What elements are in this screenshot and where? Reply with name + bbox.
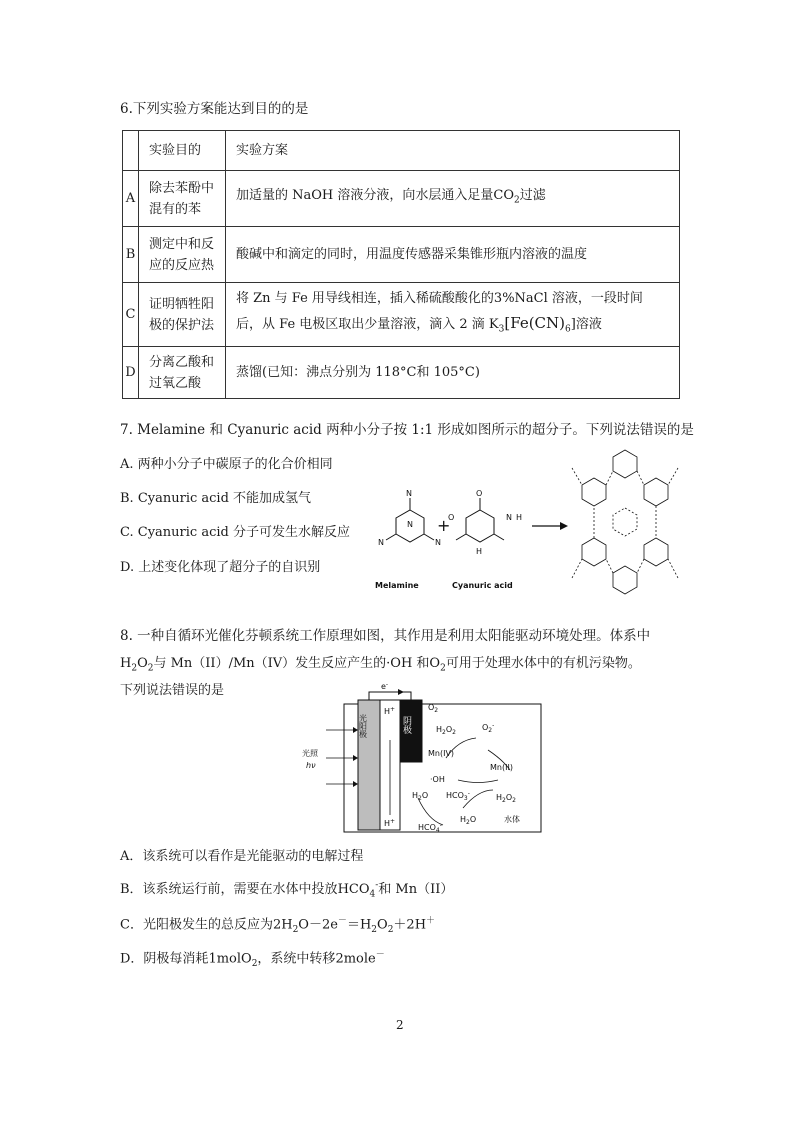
option-text: 和 Mn（II）	[378, 882, 454, 897]
option-formula: 1molO	[208, 951, 252, 967]
table-row	[123, 171, 680, 227]
formula-superscript: -	[375, 880, 379, 891]
h2o-label: $H_2O$	[412, 791, 429, 802]
option-formula: ＝H	[346, 917, 372, 933]
formula-subscript: 2	[371, 924, 378, 935]
q6-title: 6.下列实验方案能达到目的的是	[120, 101, 309, 117]
option-formula: HCO	[337, 882, 370, 897]
light-label: 光照	[302, 749, 318, 758]
supramolecule-ring	[572, 450, 678, 594]
arrow-head-icon	[353, 727, 358, 733]
q8-photocatalysis-diagram	[298, 680, 544, 838]
option-formula: 2H	[272, 917, 293, 933]
formula-superscript: －	[337, 916, 347, 926]
atom-n: N	[435, 538, 441, 547]
row-plan	[226, 347, 680, 399]
q7-option-a: A. 两种小分子中碳原子的化合价相同	[120, 457, 333, 472]
q7-title: 7. Melamine 和 Cyanuric acid 两种小分子按 1:1 形成如图所示的超分子。下列说法错误的是	[120, 422, 694, 438]
row-plan	[226, 171, 680, 227]
purpose-line: 证明牺牲阳	[149, 296, 215, 312]
header-purpose-cell: 实验目的	[139, 131, 226, 171]
option-text: B．该系统运行前，需要在水体中投放	[120, 882, 338, 897]
arrow-head-icon	[353, 781, 358, 787]
hco3-label: $HCO_3^-$	[446, 790, 470, 802]
atom-n: N	[406, 489, 412, 498]
superoxide-label: $O_2^-$	[482, 722, 495, 734]
q7-supramolecule-figure	[360, 438, 680, 613]
atom-n: N	[407, 520, 413, 529]
q7-option-c: C. Cyanuric acid 分子可发生水解反应	[120, 525, 350, 540]
row-purpose	[139, 283, 226, 347]
page-number: 2	[396, 1018, 404, 1032]
q7-option-b: B. Cyanuric acid 不能加成氢气	[120, 491, 312, 506]
q7-option-d: D. 上述变化体现了超分子的自识别	[120, 560, 321, 575]
table-header-row	[123, 131, 680, 171]
purpose-line: 极的保护法	[149, 317, 215, 333]
arrow-head-icon	[353, 755, 358, 761]
photoanode-label: 光阳极	[358, 714, 368, 738]
plan-subscript: 6	[565, 324, 571, 335]
table-row	[123, 283, 680, 347]
arrow-head-icon	[560, 522, 568, 530]
row-plan	[226, 227, 680, 283]
plan-text: 后，从 Fe 电极区取出少量溶液，滴入 2 滴 K	[236, 317, 499, 333]
plus-sign: +	[437, 516, 451, 535]
table-row	[123, 347, 680, 399]
h2o2-label: $H_2O_2$	[436, 725, 456, 736]
header-label-cell	[123, 131, 139, 171]
formula-subscript: 2	[292, 924, 299, 935]
water-body-label: 水体	[504, 815, 520, 824]
option-formula: 2mole	[335, 951, 376, 967]
cathode-label: 阴极	[401, 716, 411, 734]
q8-title-line2	[120, 652, 641, 674]
plan-line: 将 Zn 与 Fe 用导线相连，插入稀硫酸酸化的3%NaCl 溶液，一段时间	[236, 291, 643, 307]
row-purpose	[139, 347, 226, 399]
row-label: D	[123, 347, 139, 399]
electron-arrow-icon	[398, 689, 404, 695]
hco4-label: $HCO_4^-$	[418, 822, 442, 834]
option-formula: O－2e	[298, 917, 338, 933]
purpose-line: 除去苯酚中	[149, 180, 215, 196]
plan-text: 加适量的 NaOH 溶液分液，向水层通入足量CO	[236, 188, 514, 204]
cyanuric-acid-label: Cyanuric acid	[452, 581, 513, 590]
melamine-label: Melamine	[375, 581, 419, 590]
row-label: B	[123, 227, 139, 283]
electron-label: e-	[381, 681, 389, 691]
mn4-label: Mn(IV)	[428, 749, 455, 758]
formula-subscript: 2	[147, 663, 154, 674]
o2-label: $O_2$	[428, 703, 439, 714]
atom-o: O	[476, 489, 483, 498]
title-text: 与 Mn（II）/Mn（IV）发生反应产生的·OH 和O	[153, 656, 441, 671]
formula-subscript: 2	[131, 663, 138, 674]
hplus-bottom-label: H+	[384, 818, 396, 828]
plan-text: 过滤	[519, 188, 546, 204]
formula-subscript: 2	[387, 924, 394, 935]
option-text: ，系统中转移	[257, 951, 336, 967]
plan-text: 酸碱中和滴定的同时，用温度传感器采集锥形瓶内溶液的温度	[236, 247, 588, 262]
row-label: A	[123, 171, 139, 227]
table-row	[123, 227, 680, 283]
header-plan-cell: 实验方案	[226, 131, 680, 171]
mn2-label: Mn(II)	[490, 763, 513, 772]
row-purpose	[139, 227, 226, 283]
row-purpose	[139, 171, 226, 227]
plan-text: ]溶液	[570, 317, 602, 333]
formula-subscript: 2	[440, 663, 446, 674]
q8-title-line3: 下列说法错误的是	[120, 683, 225, 698]
option-text: D．阴极每消耗	[120, 951, 209, 967]
option-text: C．光阳极发生的总反应为	[120, 917, 273, 933]
purpose-line: 分离乙酸和	[149, 354, 215, 370]
formula-text: O	[137, 656, 148, 671]
row-plan	[226, 283, 680, 347]
atom-o: O	[448, 513, 455, 522]
external-wire	[369, 692, 411, 700]
row-label: C	[123, 283, 139, 347]
q8-title-line1: 8. 一种自循环光催化芬顿系统工作原理如图，其作用是利用太阳能驱动环境处理。体系中	[120, 628, 651, 644]
q8-option-a: A．该系统可以看作是光能驱动的电解过程	[120, 849, 364, 864]
q6-experiment-table	[122, 130, 680, 399]
cyanuric-acid-structure	[456, 498, 504, 542]
atom-n: N	[378, 538, 384, 547]
q8-option-b	[120, 878, 453, 900]
q8-option-c	[120, 913, 435, 935]
purpose-line: 应的反应热	[149, 257, 215, 273]
atom-h: H	[476, 547, 483, 556]
plan-subscript: 3	[498, 324, 505, 335]
atom-n: N	[506, 513, 512, 522]
hplus-top-label: H+	[384, 706, 396, 716]
plan-subscript: 2	[514, 195, 520, 206]
title-text: 可用于处理水体中的有机污染物。	[445, 656, 641, 671]
formula-subscript: 4	[369, 889, 376, 900]
formula-subscript: 2	[251, 958, 258, 969]
h2o-label-lower: $H_2O$	[460, 815, 477, 826]
cycle-arrow	[458, 780, 498, 783]
option-formula: ＋2H	[393, 917, 427, 933]
formula-superscript: ＋	[426, 916, 436, 926]
plan-line	[236, 313, 669, 341]
hydroxyl-radical-label: ·OH	[430, 775, 445, 784]
h2o2-label-lower: $H_2O_2$	[496, 793, 516, 804]
hv-label: hν	[306, 761, 316, 770]
formula-superscript: －	[375, 950, 385, 960]
purpose-line: 混有的苯	[149, 201, 202, 217]
plan-text: 蒸馏(已知：沸点分别为 118°C和 105°C)	[236, 365, 480, 380]
plan-formula: [Fe(CN)	[504, 314, 566, 333]
atom-h: H	[516, 513, 523, 522]
cycle-arrow	[418, 798, 443, 825]
option-formula: O	[377, 917, 388, 933]
formula-text: H	[120, 656, 132, 671]
purpose-line: 过氧乙酸	[149, 375, 202, 391]
q8-option-d	[120, 947, 385, 969]
purpose-line: 测定中和反	[149, 236, 215, 252]
